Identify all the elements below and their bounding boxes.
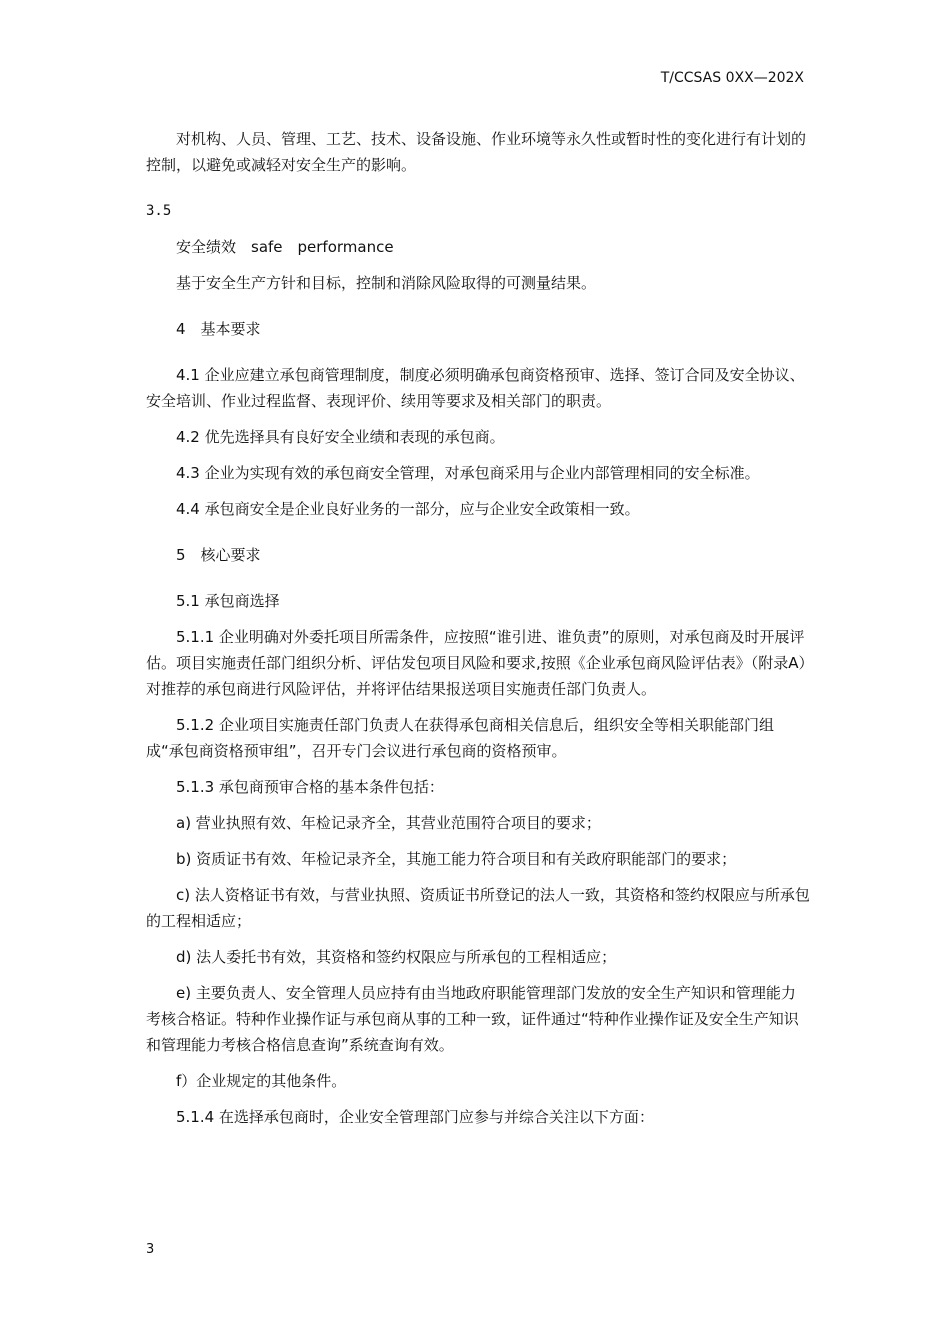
section-4-heading: 4 基本要求 bbox=[176, 320, 261, 338]
clause-5-1-1: 5.1.1 企业明确对外委托项目所需条件，应按照“谁引进、谁负责”的原则，对承包商及时开展评估。项目实施责任部门组织分析、评估发包项目风险和要求,按照《企业承包商风险评估表》（附录A）对推荐的承包商进行风险评估，并将评估结果报送项目实施责任部门负责人。 bbox=[146, 628, 807, 698]
list-item-d: d) 法人委托书有效，其资格和签约权限应与所承包的工程相适应； bbox=[176, 948, 617, 966]
clause-5-1-3: 5.1.3 承包商预审合格的基本条件包括： bbox=[176, 778, 444, 796]
document-body bbox=[146, 126, 810, 1130]
page-number: 3 bbox=[146, 1242, 155, 1257]
term-definition-3-5: 基于安全生产方针和目标，控制和消除风险取得的可测量结果。 bbox=[176, 274, 597, 292]
clause-4-3: 4.3 企业为实现有效的承包商安全管理，对承包商采用与企业内部管理相同的安全标准。 bbox=[176, 464, 760, 482]
standard-code-header: T/CCSAS 0XX—202X bbox=[660, 70, 804, 86]
list-item-f: f）企业规定的其他条件。 bbox=[176, 1072, 347, 1090]
clause-5-1-2: 5.1.2 企业项目实施责任部门负责人在获得承包商相关信息后，组织安全等相关职能部门组成“承包商资格预审组”，召开专门会议进行承包商的资格预审。 bbox=[146, 716, 774, 760]
list-item-a: a) 营业执照有效、年检记录齐全，其营业范围符合项目的要求； bbox=[176, 814, 601, 832]
list-item-c: c) 法人资格证书有效，与营业执照、资质证书所登记的法人一致，其资格和签约权限应与所承包的工程相适应； bbox=[146, 886, 810, 930]
term-number-3-5: 3.5 bbox=[146, 203, 172, 219]
clause-4-1: 4.1 企业应建立承包商管理制度，制度必须明确承包商资格预审、选择、签订合同及安全协议、安全培训、作业过程监督、表现评价、续用等要求及相关部门的职责。 bbox=[146, 366, 805, 410]
list-item-e: e) 主要负责人、安全管理人员应持有由当地政府职能管理部门发放的安全生产知识和管理能力考核合格证。特种作业操作证与承包商从事的工种一致，证件通过“特种作业操作证及安全生产知识和管理能力考核合格信息查询”系统查询有效。 bbox=[146, 984, 799, 1054]
list-item-b: b) 资质证书有效、年检记录齐全，其施工能力符合项目和有关政府职能部门的要求； bbox=[176, 850, 737, 868]
clause-5-1-4: 5.1.4 在选择承包商时，企业安全管理部门应参与并综合关注以下方面： bbox=[176, 1108, 654, 1126]
change-management-definition: 对机构、人员、管理、工艺、技术、设备设施、作业环境等永久性或暂时性的变化进行有计划的控制，以避免或减轻对安全生产的影响。 bbox=[146, 130, 807, 174]
clause-4-4: 4.4 承包商安全是企业良好业务的一部分，应与企业安全政策相一致。 bbox=[176, 500, 640, 518]
section-5-heading: 5 核心要求 bbox=[176, 546, 261, 564]
section-5-1-heading: 5.1 承包商选择 bbox=[176, 592, 280, 610]
term-title-3-5: 安全绩效 safe performance bbox=[176, 238, 394, 256]
clause-4-2: 4.2 优先选择具有良好安全业绩和表现的承包商。 bbox=[176, 428, 505, 446]
